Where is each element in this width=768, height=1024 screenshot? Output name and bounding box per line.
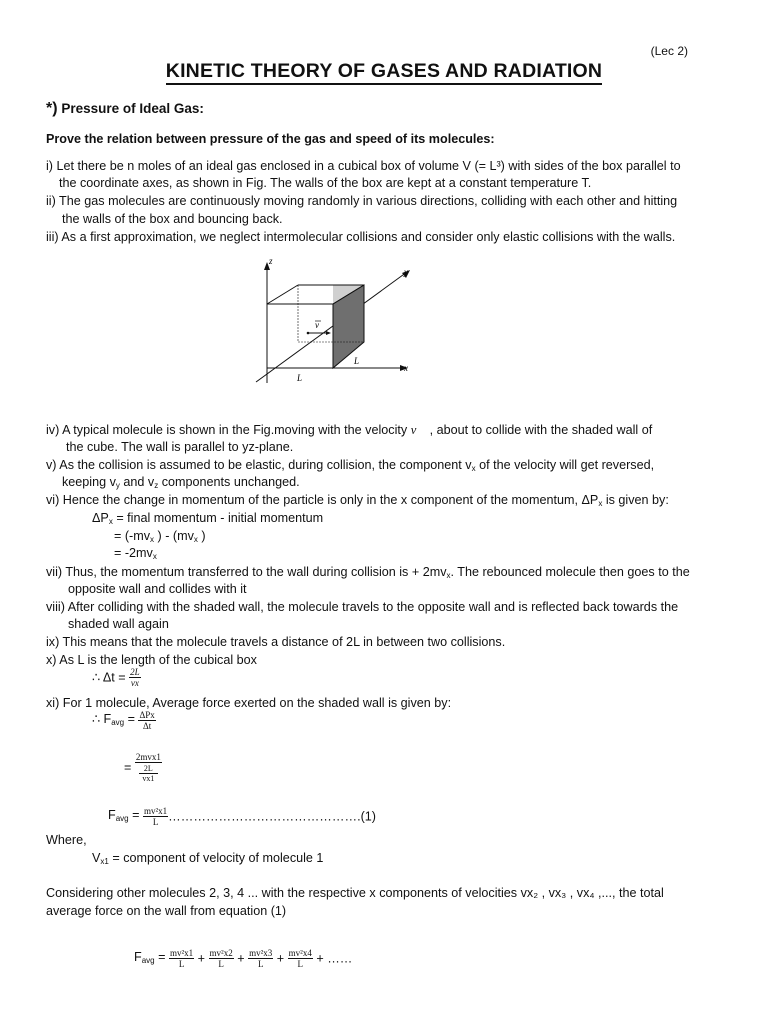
molecule-dot: [307, 332, 310, 335]
prove-heading: Prove the relation between pressure of the gas and speed of its molecules:: [46, 132, 495, 146]
equation-delta-t: ∴ Δt = $\frac{2L}{vx}$: [92, 667, 140, 688]
lecture-number: (Lec 2): [650, 44, 688, 58]
equation-force-1: ∴ $F_{avg}$ = $\frac{\text{ΔPx}}{\Delta t}$: [92, 710, 155, 731]
point-viii-line2: shaded wall again: [68, 617, 169, 631]
cube-front-face: [267, 304, 333, 368]
considering-line2: average force on the wall from equation (1): [46, 904, 287, 918]
y-axis: [256, 272, 407, 382]
equation-delta-p-step2: = ($-mv_x$ ) - ($mv_x$ ): [114, 529, 206, 544]
point-vi: vi) Hence the change in momentum of the particle is only in the x component of the momentum, $\Delta P_x$ is given by:: [46, 493, 669, 508]
point-xi: xi) For 1 molecule, Average force exerted on the shaded wall is given by:: [46, 696, 452, 710]
velocity-label: v: [315, 320, 319, 330]
point-ix: ix) This means that the molecule travels a distance of 2L in between two collisions.: [46, 635, 506, 649]
point-ii-line1: ii) The gas molecules are continuously moving randomly in various directions, colliding with each other and hitting: [46, 194, 678, 208]
point-iii: iii) As a first approximation, we neglect intermolecular collisions and consider only elastic collisions with the walls.: [46, 230, 676, 244]
point-viii-line1: viii) After colliding with the shaded wall, the molecule travels to the opposite wall and is reflected back towards the: [46, 600, 679, 614]
equation-delta-p: $\Delta P_x$ = final momentum - initial momentum: [92, 511, 324, 526]
where-label: Where,: [46, 833, 87, 847]
point-iv-line1: iv) A typical molecule is shown in the Fig.moving with the velocity v⃗ , about to collide with the shaded wall of: [46, 423, 653, 437]
point-vii-line2: opposite wall and collides with it: [68, 582, 247, 596]
z-label: z: [269, 256, 273, 266]
y-label: y: [404, 267, 408, 277]
cube-figure: [236, 254, 436, 389]
point-i-line2: the coordinate axes, as shown in Fig. The walls of the box are kept at a constant temperature T.: [59, 176, 592, 190]
x-label: x: [404, 363, 408, 373]
point-v-line2: keeping $v_y$ and $v_z$ components unchanged.: [62, 475, 300, 490]
point-ii-line2: the walls of the box and bouncing back.: [62, 212, 283, 226]
vx1-definition: $V_{x1}$ = component of velocity of molecule 1: [92, 851, 324, 866]
section-heading: *) Pressure of Ideal Gas:: [46, 100, 204, 117]
point-vii-line1: vii) Thus, the momentum transferred to the wall during collision is + $2mv_x$. The rebounced molecule then goes to the: [46, 565, 690, 580]
considering-line1: Considering other molecules 2, 3, 4 ... with the respective x components of velocities vx₂ , vx₃ , vx₄ ,..., the total: [46, 886, 664, 900]
page-title: KINETIC THEORY OF GASES AND RADIATION: [0, 60, 768, 83]
point-iv-line2: the cube. The wall is parallel to yz-plane.: [66, 440, 294, 454]
length-label-front: L: [297, 373, 303, 383]
length-label-depth: L: [354, 356, 360, 366]
equation-force-2: = 2mvx1 2L vx1: [124, 752, 161, 783]
equation-force-3: $F_{avg}$ = $\frac{\text{mv²x1}}{L}$ ……………………………………….(1): [108, 806, 376, 827]
equation-force-sum: $F_{avg}$ = $\frac{\text{mv²x1}}{L}$ + $\frac{\text{mv²x2}}{L}$ + $\frac{\text{mv²x3}}{L}$ + $\frac{\text{mv²x4}}{L}$ + ……: [134, 948, 353, 969]
equation-delta-p-step3: = $-2mv_x$: [114, 546, 157, 561]
point-i-line1: i) Let there be n moles of an ideal gas enclosed in a cubical box of volume V (= L³) with sides of the box parallel to: [46, 159, 681, 173]
point-x: x) As L is the length of the cubical box: [46, 653, 257, 667]
point-v-line1: v) As the collision is assumed to be elastic, during collision, the component $v_x$ of the velocity will get reversed,: [46, 458, 655, 473]
